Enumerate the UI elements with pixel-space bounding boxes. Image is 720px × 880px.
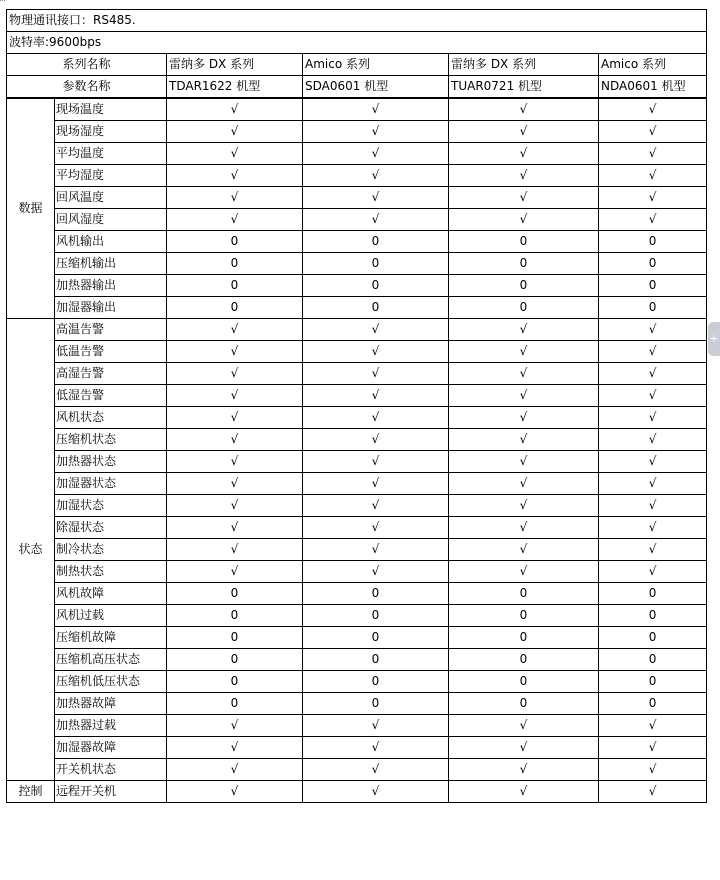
value-cell[interactable]: √: [599, 407, 707, 429]
value-cell[interactable]: 0: [303, 605, 449, 627]
value-cell[interactable]: √: [599, 319, 707, 341]
param-name-cell[interactable]: 加湿器状态: [55, 473, 167, 495]
value-cell[interactable]: √: [167, 187, 303, 209]
table-row: [7, 561, 707, 583]
value-cell[interactable]: √: [449, 517, 599, 539]
param-name-cell[interactable]: 风机输出: [55, 231, 167, 253]
value-cell[interactable]: √: [599, 187, 707, 209]
param-name-cell[interactable]: 平均温度: [55, 143, 167, 165]
value-cell[interactable]: √: [167, 407, 303, 429]
value-cell[interactable]: 0: [167, 671, 303, 693]
table-row: [7, 363, 707, 385]
value-cell[interactable]: √: [449, 781, 599, 803]
table-row: [7, 98, 707, 121]
table-row: [7, 319, 707, 341]
value-cell[interactable]: √: [599, 143, 707, 165]
value-cell[interactable]: 0: [599, 253, 707, 275]
value-cell[interactable]: √: [449, 539, 599, 561]
param-label-cell[interactable]: 参数名称: [7, 76, 167, 99]
value-cell[interactable]: 0: [599, 671, 707, 693]
value-cell[interactable]: √: [449, 759, 599, 781]
table-row: [7, 253, 707, 275]
value-cell[interactable]: √: [167, 121, 303, 143]
value-cell[interactable]: √: [449, 715, 599, 737]
interface-row: [7, 10, 707, 32]
interface-cell[interactable]: 物理通讯接口：RS485.: [7, 10, 707, 32]
param-name-cell[interactable]: 低温告警: [55, 341, 167, 363]
value-cell[interactable]: √: [449, 187, 599, 209]
group-label-cell[interactable]: 状态: [7, 319, 55, 781]
param-name-cell[interactable]: 高湿告警: [55, 363, 167, 385]
value-cell[interactable]: 0: [599, 649, 707, 671]
value-cell[interactable]: √: [449, 121, 599, 143]
value-cell[interactable]: 0: [167, 253, 303, 275]
table-row: [7, 605, 707, 627]
param-name-cell[interactable]: 远程开关机: [55, 781, 167, 803]
value-cell[interactable]: √: [303, 209, 449, 231]
value-cell[interactable]: √: [303, 165, 449, 187]
value-cell[interactable]: √: [167, 539, 303, 561]
table-row: [7, 143, 707, 165]
value-cell[interactable]: √: [449, 561, 599, 583]
value-cell[interactable]: √: [303, 715, 449, 737]
value-cell[interactable]: 0: [167, 627, 303, 649]
side-handle-glyph: +: [709, 332, 719, 345]
value-cell[interactable]: 0: [599, 297, 707, 319]
value-cell[interactable]: √: [303, 561, 449, 583]
table-row: [7, 187, 707, 209]
table-row: [7, 759, 707, 781]
param-name-cell[interactable]: 加热器输出: [55, 275, 167, 297]
series-cell[interactable]: 雷纳多 DX 系列: [449, 54, 599, 76]
table-row: [7, 165, 707, 187]
value-cell[interactable]: √: [167, 165, 303, 187]
param-name-cell[interactable]: 压缩机状态: [55, 429, 167, 451]
series-label-cell[interactable]: 系列名称: [7, 54, 167, 76]
group-label-cell[interactable]: 数据: [7, 98, 55, 319]
value-cell[interactable]: √: [599, 715, 707, 737]
value-cell[interactable]: √: [167, 363, 303, 385]
value-cell[interactable]: √: [303, 341, 449, 363]
group-label-cell[interactable]: 控制: [7, 781, 55, 803]
value-cell[interactable]: √: [167, 341, 303, 363]
value-cell[interactable]: √: [303, 781, 449, 803]
value-cell[interactable]: √: [599, 737, 707, 759]
table-row: [7, 649, 707, 671]
corner-marker: [0, 0, 5, 3]
param-name-cell[interactable]: 加湿器故障: [55, 737, 167, 759]
value-cell[interactable]: √: [303, 385, 449, 407]
value-cell[interactable]: √: [303, 737, 449, 759]
value-cell[interactable]: √: [303, 759, 449, 781]
value-cell[interactable]: 0: [303, 583, 449, 605]
param-name-cell[interactable]: 制热状态: [55, 561, 167, 583]
table-row: [7, 671, 707, 693]
model-cell[interactable]: TDAR1622 机型: [167, 76, 303, 99]
table-row: [7, 473, 707, 495]
param-name-cell[interactable]: 风机过载: [55, 605, 167, 627]
param-name-cell[interactable]: 除湿状态: [55, 517, 167, 539]
plus-icon[interactable]: [708, 322, 720, 356]
value-cell[interactable]: √: [303, 143, 449, 165]
value-cell[interactable]: √: [449, 451, 599, 473]
value-cell[interactable]: √: [599, 473, 707, 495]
table-row: [7, 385, 707, 407]
param-name-cell[interactable]: 开关机状态: [55, 759, 167, 781]
value-cell[interactable]: √: [303, 429, 449, 451]
param-name-cell[interactable]: 回风温度: [55, 187, 167, 209]
value-cell[interactable]: √: [449, 209, 599, 231]
value-cell[interactable]: √: [599, 495, 707, 517]
value-cell[interactable]: 0: [449, 297, 599, 319]
value-cell[interactable]: √: [167, 98, 303, 121]
model-header-row: [7, 76, 707, 99]
value-cell[interactable]: 0: [303, 693, 449, 715]
model-cell[interactable]: NDA0601 机型: [599, 76, 707, 99]
value-cell[interactable]: 0: [167, 605, 303, 627]
value-cell[interactable]: √: [599, 429, 707, 451]
value-cell[interactable]: 0: [599, 275, 707, 297]
value-cell[interactable]: 0: [303, 649, 449, 671]
value-cell[interactable]: 0: [449, 671, 599, 693]
value-cell[interactable]: √: [303, 451, 449, 473]
value-cell[interactable]: 0: [303, 253, 449, 275]
table-row: [7, 627, 707, 649]
value-cell[interactable]: √: [449, 143, 599, 165]
param-name-cell[interactable]: 平均湿度: [55, 165, 167, 187]
value-cell[interactable]: √: [303, 363, 449, 385]
value-cell[interactable]: √: [167, 759, 303, 781]
series-cell[interactable]: 雷纳多 DX 系列: [167, 54, 303, 76]
table-row: [7, 209, 707, 231]
value-cell[interactable]: √: [167, 143, 303, 165]
param-name-cell[interactable]: 压缩机输出: [55, 253, 167, 275]
value-cell[interactable]: √: [449, 473, 599, 495]
protocol-support-table: [6, 9, 707, 803]
series-cell[interactable]: Amico 系列: [303, 54, 449, 76]
value-cell[interactable]: √: [449, 341, 599, 363]
value-cell[interactable]: √: [167, 561, 303, 583]
table-row: [7, 451, 707, 473]
param-name-cell[interactable]: 加热器故障: [55, 693, 167, 715]
value-cell[interactable]: √: [167, 715, 303, 737]
param-name-cell[interactable]: 制冷状态: [55, 539, 167, 561]
value-cell[interactable]: 0: [167, 649, 303, 671]
value-cell[interactable]: √: [303, 187, 449, 209]
table-row: [7, 407, 707, 429]
value-cell[interactable]: 0: [167, 693, 303, 715]
value-cell[interactable]: 0: [303, 627, 449, 649]
value-cell[interactable]: √: [167, 737, 303, 759]
table-row: [7, 737, 707, 759]
value-cell[interactable]: √: [167, 517, 303, 539]
value-cell[interactable]: √: [599, 385, 707, 407]
value-cell[interactable]: √: [167, 473, 303, 495]
value-cell[interactable]: √: [167, 429, 303, 451]
param-name-cell[interactable]: 压缩机故障: [55, 627, 167, 649]
value-cell[interactable]: 0: [599, 627, 707, 649]
value-cell[interactable]: √: [303, 98, 449, 121]
value-cell[interactable]: 0: [599, 693, 707, 715]
value-cell[interactable]: √: [599, 451, 707, 473]
table-row: [7, 275, 707, 297]
value-cell[interactable]: √: [167, 385, 303, 407]
value-cell[interactable]: 0: [599, 605, 707, 627]
table-row: [7, 495, 707, 517]
param-name-cell[interactable]: 回风湿度: [55, 209, 167, 231]
value-cell[interactable]: √: [599, 341, 707, 363]
value-cell[interactable]: 0: [449, 693, 599, 715]
param-name-cell[interactable]: 加热器过载: [55, 715, 167, 737]
value-cell[interactable]: √: [599, 781, 707, 803]
value-cell[interactable]: √: [449, 407, 599, 429]
table-row: [7, 121, 707, 143]
value-cell[interactable]: √: [599, 517, 707, 539]
value-cell[interactable]: 0: [167, 231, 303, 253]
value-cell[interactable]: √: [303, 539, 449, 561]
value-cell[interactable]: √: [599, 363, 707, 385]
table-row: [7, 583, 707, 605]
param-name-cell[interactable]: 加热器状态: [55, 451, 167, 473]
param-name-cell[interactable]: 风机状态: [55, 407, 167, 429]
value-cell[interactable]: √: [303, 517, 449, 539]
param-name-cell[interactable]: 压缩机低压状态: [55, 671, 167, 693]
value-cell[interactable]: 0: [449, 583, 599, 605]
value-cell[interactable]: √: [449, 495, 599, 517]
value-cell[interactable]: 0: [449, 627, 599, 649]
value-cell[interactable]: √: [599, 561, 707, 583]
series-header-row: [7, 54, 707, 76]
value-cell[interactable]: √: [303, 495, 449, 517]
value-cell[interactable]: √: [167, 451, 303, 473]
table-row: [7, 517, 707, 539]
value-cell[interactable]: 0: [303, 297, 449, 319]
value-cell[interactable]: √: [303, 407, 449, 429]
value-cell[interactable]: 0: [449, 605, 599, 627]
value-cell[interactable]: √: [599, 98, 707, 121]
value-cell[interactable]: 0: [303, 231, 449, 253]
value-cell[interactable]: 0: [303, 275, 449, 297]
value-cell[interactable]: √: [449, 165, 599, 187]
table-row: [7, 539, 707, 561]
param-name-cell[interactable]: 压缩机高压状态: [55, 649, 167, 671]
value-cell[interactable]: √: [599, 209, 707, 231]
value-cell[interactable]: √: [167, 319, 303, 341]
table-row: [7, 429, 707, 451]
value-cell[interactable]: √: [599, 759, 707, 781]
value-cell[interactable]: √: [599, 165, 707, 187]
value-cell[interactable]: √: [303, 121, 449, 143]
model-cell[interactable]: TUAR0721 机型: [449, 76, 599, 99]
baud-row: [7, 32, 707, 54]
value-cell[interactable]: √: [303, 319, 449, 341]
param-name-cell[interactable]: 低湿告警: [55, 385, 167, 407]
value-cell[interactable]: √: [599, 121, 707, 143]
series-cell[interactable]: Amico 系列: [599, 54, 707, 76]
value-cell[interactable]: √: [449, 319, 599, 341]
value-cell[interactable]: √: [449, 429, 599, 451]
value-cell[interactable]: √: [303, 473, 449, 495]
value-cell[interactable]: 0: [167, 297, 303, 319]
table-row: [7, 693, 707, 715]
value-cell[interactable]: √: [167, 209, 303, 231]
baud-cell[interactable]: 波特率:9600bps: [7, 32, 707, 54]
value-cell[interactable]: √: [449, 98, 599, 121]
param-name-cell[interactable]: 加湿器输出: [55, 297, 167, 319]
value-cell[interactable]: √: [167, 495, 303, 517]
value-cell[interactable]: √: [599, 539, 707, 561]
value-cell[interactable]: √: [449, 363, 599, 385]
param-name-cell[interactable]: 现场温度: [55, 98, 167, 121]
model-cell[interactable]: SDA0601 机型: [303, 76, 449, 99]
value-cell[interactable]: 0: [599, 583, 707, 605]
table-row: [7, 297, 707, 319]
value-cell[interactable]: 0: [167, 583, 303, 605]
value-cell[interactable]: 0: [167, 275, 303, 297]
value-cell[interactable]: 0: [449, 253, 599, 275]
param-name-cell[interactable]: 高温告警: [55, 319, 167, 341]
param-name-cell[interactable]: 加湿状态: [55, 495, 167, 517]
table-row: [7, 715, 707, 737]
table-row: [7, 781, 707, 803]
value-cell[interactable]: √: [449, 385, 599, 407]
value-cell[interactable]: 0: [449, 275, 599, 297]
value-cell[interactable]: 0: [599, 231, 707, 253]
value-cell[interactable]: √: [449, 737, 599, 759]
value-cell[interactable]: √: [167, 781, 303, 803]
table-row: [7, 341, 707, 363]
param-name-cell[interactable]: 现场湿度: [55, 121, 167, 143]
table-row: [7, 231, 707, 253]
value-cell[interactable]: 0: [303, 671, 449, 693]
param-name-cell[interactable]: 风机故障: [55, 583, 167, 605]
value-cell[interactable]: 0: [449, 231, 599, 253]
value-cell[interactable]: 0: [449, 649, 599, 671]
